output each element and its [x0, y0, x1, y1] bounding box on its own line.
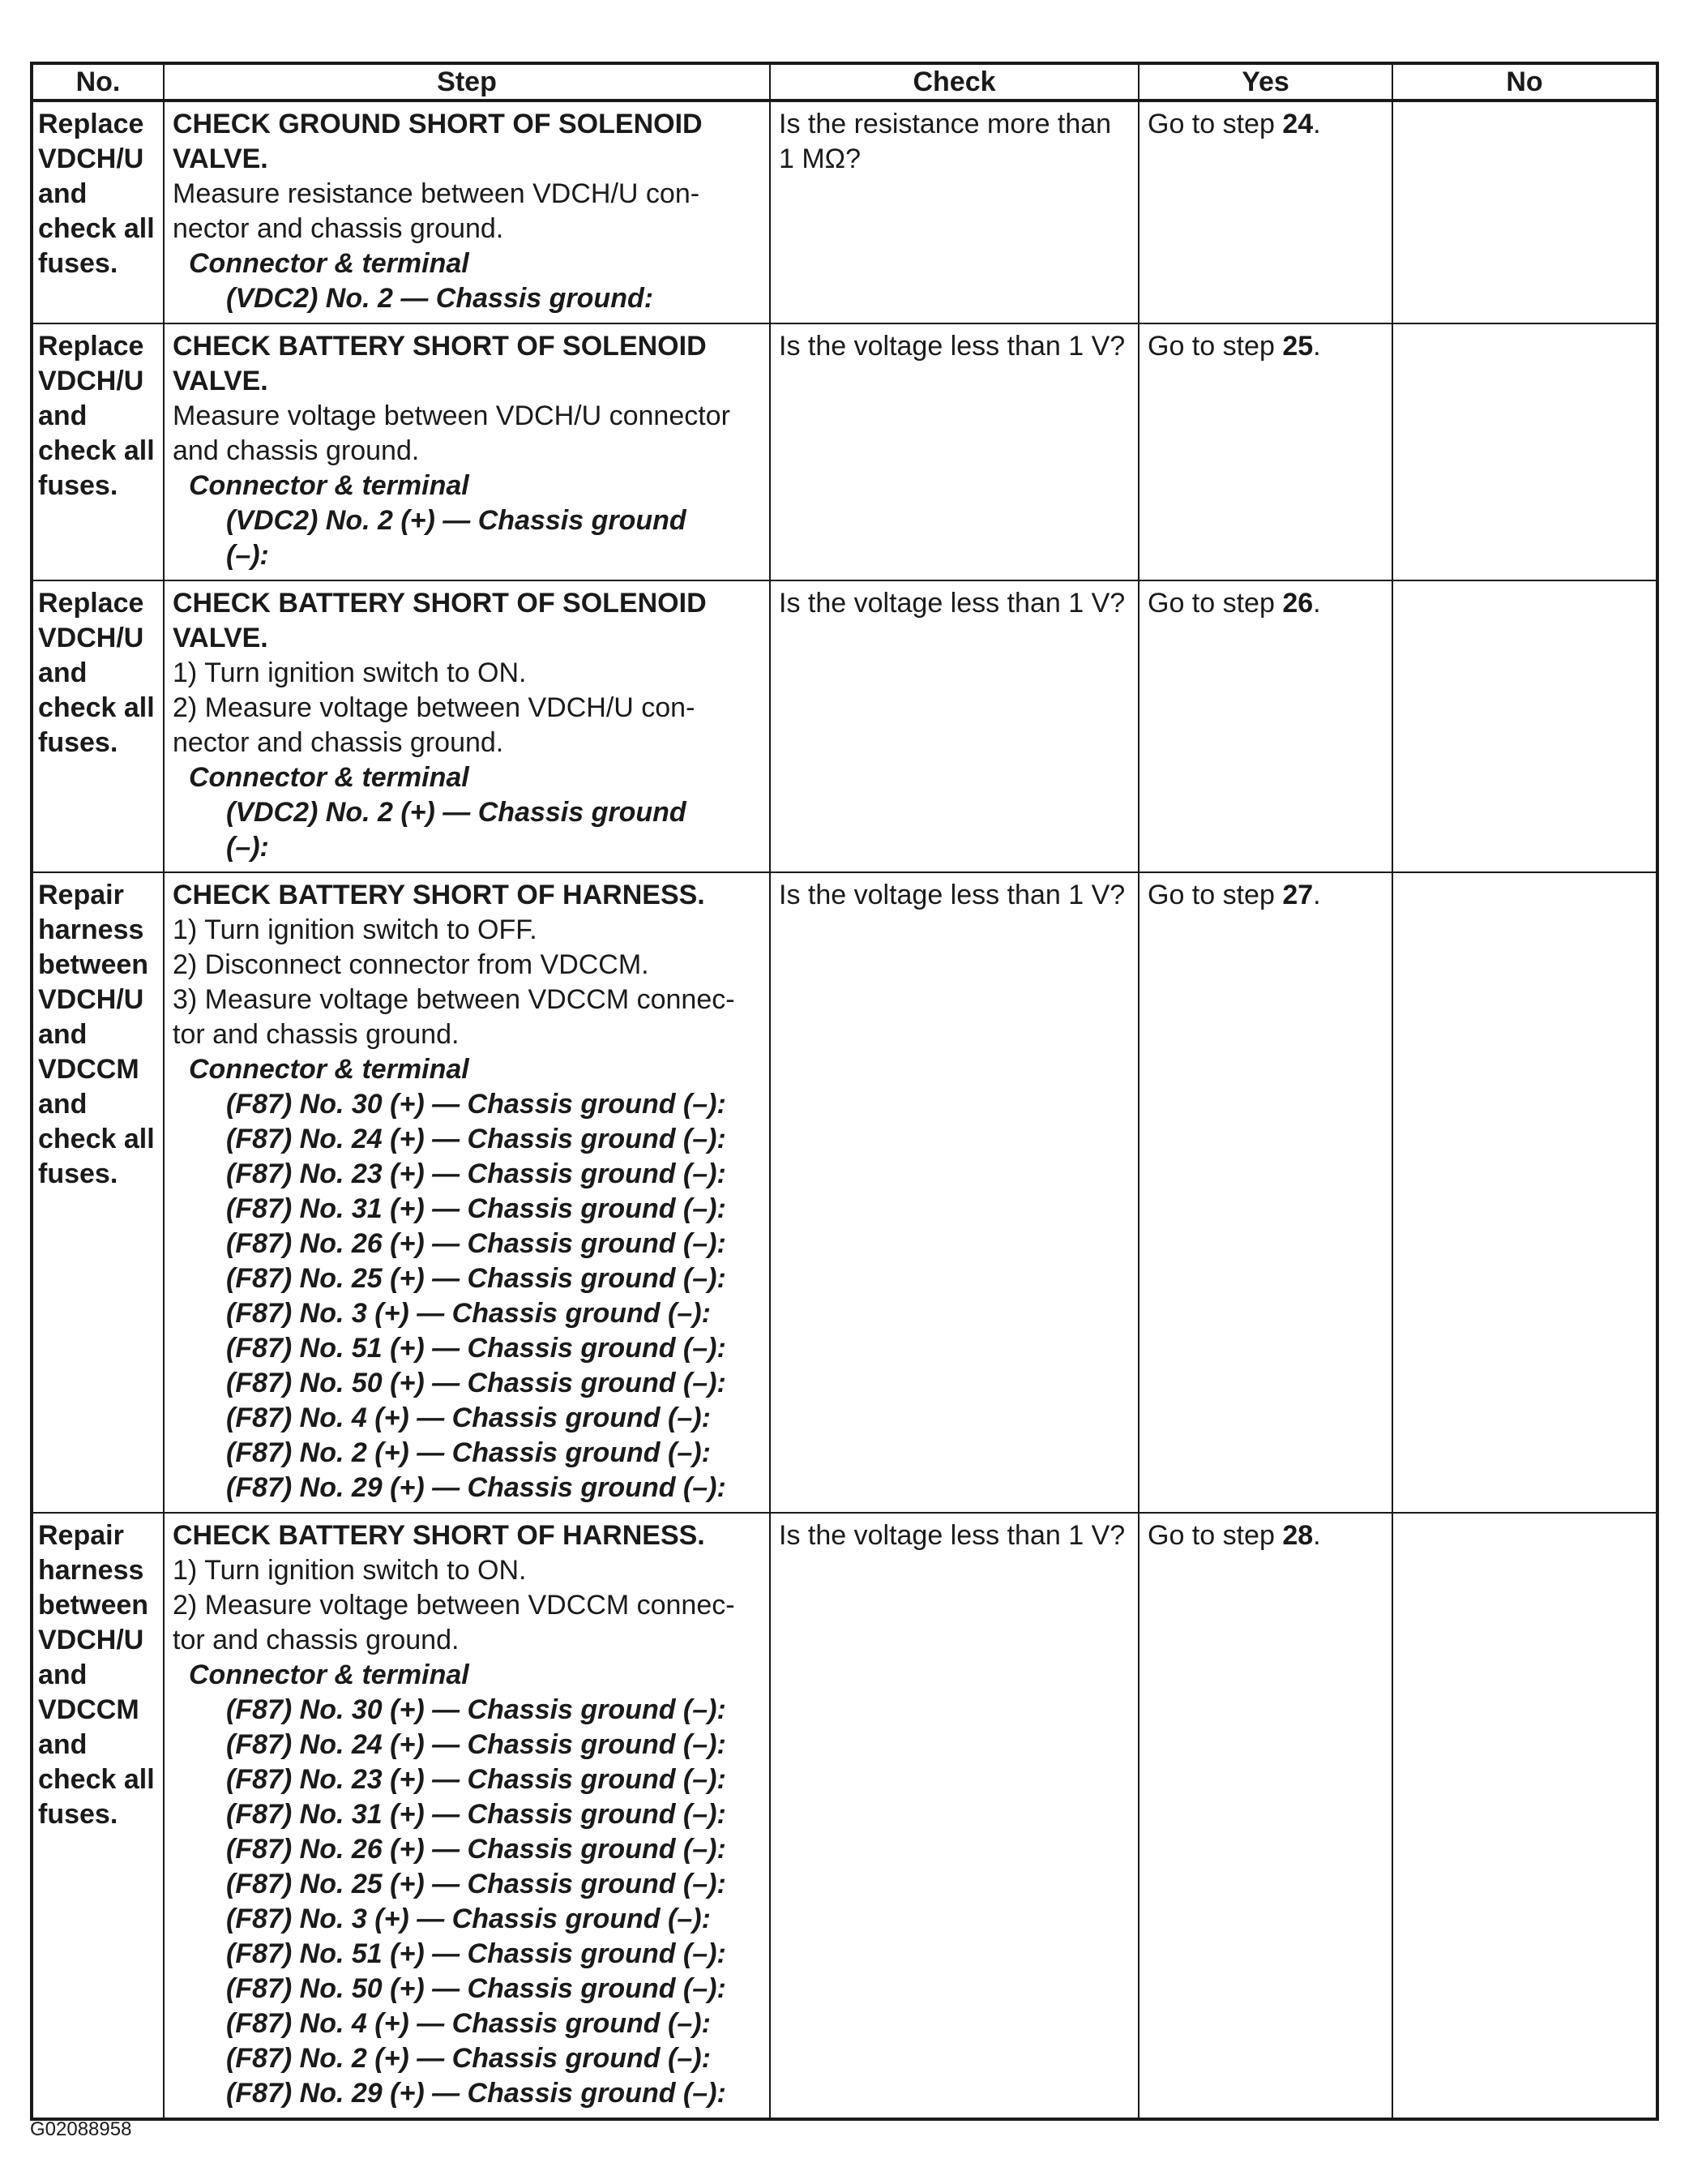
connector-terminal-label: Connector & terminal	[189, 1659, 469, 1690]
yes-text: Go to step	[1148, 1520, 1283, 1551]
yes-cell	[1139, 323, 1392, 580]
header-yes: Yes	[1139, 63, 1392, 101]
terminal-spec: (F87) No. 3 (+) — Chassis ground (–):	[226, 1298, 711, 1329]
step-instruction: 2) Measure voltage between VDCCM connec-	[173, 1590, 735, 1621]
step-title: CHECK BATTERY SHORT OF SOLENOID VALVE.	[173, 331, 707, 396]
no-cell	[1392, 101, 1657, 323]
connector-terminal-label: Connector & terminal	[189, 248, 469, 279]
terminal-spec: (F87) No. 26 (+) — Chassis ground (–):	[226, 1228, 726, 1259]
no-cell	[1392, 1513, 1657, 2119]
terminal-spec: (F87) No. 50 (+) — Chassis ground (–):	[226, 1368, 726, 1398]
table-row	[32, 580, 1657, 872]
step-cell	[164, 580, 770, 872]
step-number: Repair harness between VDCH/U and VDCCM and check all fuses.	[32, 1513, 164, 2119]
check-cell: Is the voltage less than 1 V?	[770, 580, 1139, 872]
yes-text: Go to step	[1148, 588, 1283, 619]
step-instruction: Measure voltage between VDCH/U connector	[173, 400, 730, 431]
step-instruction: Measure resistance between VDCH/U con-	[173, 178, 700, 209]
step-title: CHECK BATTERY SHORT OF HARNESS.	[173, 880, 705, 910]
table-row	[32, 872, 1657, 1513]
next-step-number: 24	[1282, 109, 1314, 139]
check-cell: Is the voltage less than 1 V?	[770, 1513, 1139, 2119]
yes-period: .	[1313, 1520, 1321, 1551]
step-instruction: 1) Turn ignition switch to OFF.	[173, 914, 537, 945]
yes-cell	[1139, 101, 1392, 323]
step-number: Replace VDCH/U and check all fuses.	[32, 323, 164, 580]
terminal-spec: (–):	[226, 540, 269, 571]
terminal-spec: (F87) No. 2 (+) — Chassis ground (–):	[226, 1437, 711, 1468]
step-instruction: nector and chassis ground.	[173, 727, 504, 758]
step-cell	[164, 323, 770, 580]
yes-period: .	[1313, 588, 1321, 619]
step-title: CHECK GROUND SHORT OF SOLENOID VALVE.	[173, 109, 703, 174]
terminal-spec: (F87) No. 4 (+) — Chassis ground (–):	[226, 1402, 711, 1433]
step-instruction: 3) Measure voltage between VDCCM connec-	[173, 984, 735, 1015]
check-cell: Is the resistance more than 1 MΩ?	[770, 101, 1139, 323]
terminal-spec: (F87) No. 24 (+) — Chassis ground (–):	[226, 1729, 726, 1760]
terminal-spec: (F87) No. 25 (+) — Chassis ground (–):	[226, 1869, 726, 1899]
yes-text: Go to step	[1148, 331, 1283, 362]
step-instruction: nector and chassis ground.	[173, 213, 504, 244]
terminal-spec: (F87) No. 23 (+) — Chassis ground (–):	[226, 1158, 726, 1189]
step-title: CHECK BATTERY SHORT OF SOLENOID VALVE.	[173, 588, 707, 653]
step-number: Repair harness between VDCH/U and VDCCM and check all fuses.	[32, 872, 164, 1513]
step-number: Replace VDCH/U and check all fuses.	[32, 580, 164, 872]
image-code: G02088958	[30, 2118, 132, 2140]
step-instruction: and chassis ground.	[173, 435, 420, 466]
terminal-spec: (F87) No. 24 (+) — Chassis ground (–):	[226, 1124, 726, 1154]
step-number: Replace VDCH/U and check all fuses.	[32, 101, 164, 323]
yes-period: .	[1313, 109, 1321, 139]
step-instruction: tor and chassis ground.	[173, 1625, 460, 1655]
terminal-spec: (F87) No. 29 (+) — Chassis ground (–):	[226, 1472, 726, 1503]
terminal-spec: (VDC2) No. 2 — Chassis ground:	[226, 283, 654, 314]
no-cell	[1392, 580, 1657, 872]
step-instruction: tor and chassis ground.	[173, 1019, 460, 1050]
step-cell	[164, 1513, 770, 2119]
yes-cell	[1139, 872, 1392, 1513]
step-instruction: 2) Disconnect connector from VDCCM.	[173, 949, 649, 980]
check-cell: Is the voltage less than 1 V?	[770, 323, 1139, 580]
header-no: No.	[32, 63, 164, 101]
terminal-spec: (F87) No. 31 (+) — Chassis ground (–):	[226, 1799, 726, 1830]
terminal-spec: (F87) No. 2 (+) — Chassis ground (–):	[226, 2043, 711, 2074]
table-body	[32, 101, 1657, 2119]
connector-terminal-label: Connector & terminal	[189, 470, 469, 501]
terminal-spec: (F87) No. 30 (+) — Chassis ground (–):	[226, 1089, 726, 1120]
header-step: Step	[164, 63, 770, 101]
connector-terminal-label: Connector & terminal	[189, 1054, 469, 1085]
terminal-spec: (VDC2) No. 2 (+) — Chassis ground	[226, 505, 686, 536]
terminal-spec: (F87) No. 51 (+) — Chassis ground (–):	[226, 1938, 726, 1969]
terminal-spec: (F87) No. 26 (+) — Chassis ground (–):	[226, 1834, 726, 1865]
check-cell: Is the voltage less than 1 V?	[770, 872, 1139, 1513]
yes-cell	[1139, 580, 1392, 872]
step-instruction: 1) Turn ignition switch to ON.	[173, 657, 527, 688]
step-title: CHECK BATTERY SHORT OF HARNESS.	[173, 1520, 705, 1551]
header-check: Check	[770, 63, 1139, 101]
yes-period: .	[1313, 331, 1321, 362]
terminal-spec: (F87) No. 51 (+) — Chassis ground (–):	[226, 1333, 726, 1364]
connector-terminal-label: Connector & terminal	[189, 762, 469, 793]
terminal-spec: (VDC2) No. 2 (+) — Chassis ground	[226, 797, 686, 828]
yes-period: .	[1313, 880, 1321, 910]
terminal-spec: (F87) No. 30 (+) — Chassis ground (–):	[226, 1694, 726, 1725]
next-step-number: 26	[1282, 588, 1314, 619]
table-row	[32, 323, 1657, 580]
yes-text: Go to step	[1148, 109, 1283, 139]
no-cell	[1392, 323, 1657, 580]
step-instruction: 2) Measure voltage between VDCH/U con-	[173, 692, 695, 723]
terminal-spec: (F87) No. 3 (+) — Chassis ground (–):	[226, 1904, 711, 1934]
diagnostic-procedure-table	[30, 62, 1659, 2121]
yes-cell	[1139, 1513, 1392, 2119]
yes-text: Go to step	[1148, 880, 1283, 910]
step-instruction: 1) Turn ignition switch to ON.	[173, 1555, 527, 1586]
terminal-spec: (F87) No. 31 (+) — Chassis ground (–):	[226, 1193, 726, 1224]
next-step-number: 25	[1282, 331, 1314, 362]
next-step-number: 28	[1282, 1520, 1314, 1551]
table-header-row	[32, 63, 1657, 101]
next-step-number: 27	[1282, 880, 1314, 910]
step-cell	[164, 101, 770, 323]
terminal-spec: (F87) No. 23 (+) — Chassis ground (–):	[226, 1764, 726, 1795]
table-row	[32, 101, 1657, 323]
header-no-result: No	[1392, 63, 1657, 101]
terminal-spec: (–):	[226, 832, 269, 863]
terminal-spec: (F87) No. 4 (+) — Chassis ground (–):	[226, 2008, 711, 2039]
table-row	[32, 1513, 1657, 2119]
no-cell	[1392, 872, 1657, 1513]
terminal-spec: (F87) No. 25 (+) — Chassis ground (–):	[226, 1263, 726, 1294]
terminal-spec: (F87) No. 29 (+) — Chassis ground (–):	[226, 2078, 726, 2109]
terminal-spec: (F87) No. 50 (+) — Chassis ground (–):	[226, 1973, 726, 2004]
step-cell	[164, 872, 770, 1513]
